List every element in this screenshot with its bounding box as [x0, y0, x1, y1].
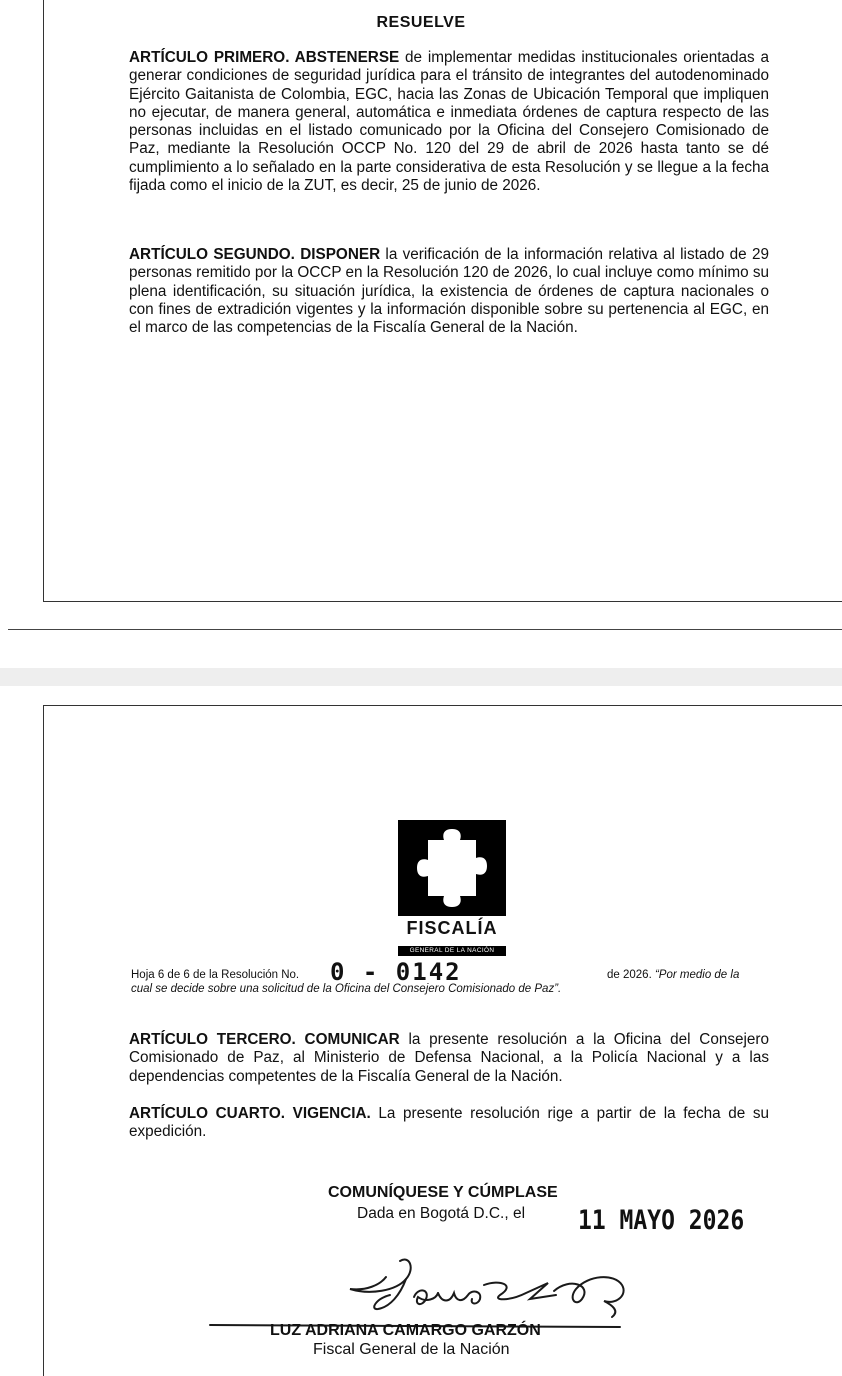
article-cuarto	[129, 1105, 769, 1142]
article-primero-text: de implementar medidas institucionales orientadas a generar condiciones de seguridad jurídica para el tránsito de integrantes del autodenominado Ejército Gaitanista de Colombia, EGC, hacia las Zonas de Ubicación Temporal que impliquen no ejecutar, de manera general, automática e inmediata órdenes de captura respecto de las personas incluidas en el listado comunicado por la Oficina del Consejero Comisionado de Paz, mediante la Resolución OCCP No. 120 del 29 de abril de 2026 hasta tanto se dé cumplimiento a lo señalado en la parte considerativa de esta Resolución y se llegue a la fecha fijada como el inicio de la ZUT, es decir, 25 de junio de 2026.	[129, 49, 769, 195]
page-gap	[0, 668, 842, 686]
page-1-bottom-rule	[8, 629, 842, 630]
article-primero-lead: ARTÍCULO PRIMERO. ABSTENERSE	[129, 49, 400, 66]
logo-subtitle: GENERAL DE LA NACIÓN	[398, 946, 506, 956]
article-cuarto-lead: ARTÍCULO CUARTO. VIGENCIA.	[129, 1105, 371, 1122]
signer-name: LUZ ADRIANA CAMARGO GARZÓN	[270, 1322, 541, 1339]
page-header-label: Hoja 6 de 6 de la Resolución No.	[131, 969, 300, 981]
resuelve-heading: RESUELVE	[376, 14, 466, 31]
article-primero	[129, 49, 769, 195]
article-cuarto-text: La presente resolución rige a partir de la fecha de su expedición.	[129, 1105, 769, 1141]
page-header-year: de 2026.	[607, 969, 652, 981]
handwritten-signature	[200, 1255, 650, 1330]
date-stamp: 11 MAYO 2026	[578, 1206, 745, 1236]
puzzle-piece-icon	[398, 820, 506, 916]
page-header-line2: cual se decide sobre una solicitud de la Oficina del Consejero Comisionado de Paz”.	[131, 983, 562, 995]
given-in-location: Dada en Bogotá D.C., el	[357, 1205, 526, 1222]
resolution-number-stamp: 0 - 0142	[330, 958, 462, 986]
fiscalia-logo	[398, 820, 506, 916]
article-tercero-text: la presente resolución a la Oficina del Consejero Comisionado de Paz, al Ministerio de Defensa Nacional, a la Policía Nacional y a las dependencias competentes de la Fiscalía General de la Nación.	[129, 1031, 769, 1085]
article-segundo-text: la verificación de la información relativa al listado de 29 personas remitido por la OCCP en la Resolución 120 de 2026, lo cual incluye como mínimo su plena identificación, su situación jurídica, la existencia de órdenes de captura nacionales o con fines de extradición vigentes y la información disponible sobre su pertenencia al EGC, en el marco de las competencias de la Fiscalía General de la Nación.	[129, 246, 770, 337]
page-header-after	[607, 969, 739, 982]
article-segundo	[129, 246, 769, 337]
signer-role: Fiscal General de la Nación	[313, 1341, 510, 1358]
logo-wordmark: FISCALÍA	[406, 918, 498, 938]
page-header-quote-start: “Por medio de la	[654, 969, 740, 981]
article-tercero-lead: ARTÍCULO TERCERO. COMUNICAR	[129, 1031, 400, 1048]
closing-formula: COMUNÍQUESE Y CÚMPLASE	[328, 1184, 558, 1201]
article-tercero	[129, 1031, 769, 1086]
article-segundo-lead: ARTÍCULO SEGUNDO. DISPONER	[129, 246, 381, 263]
